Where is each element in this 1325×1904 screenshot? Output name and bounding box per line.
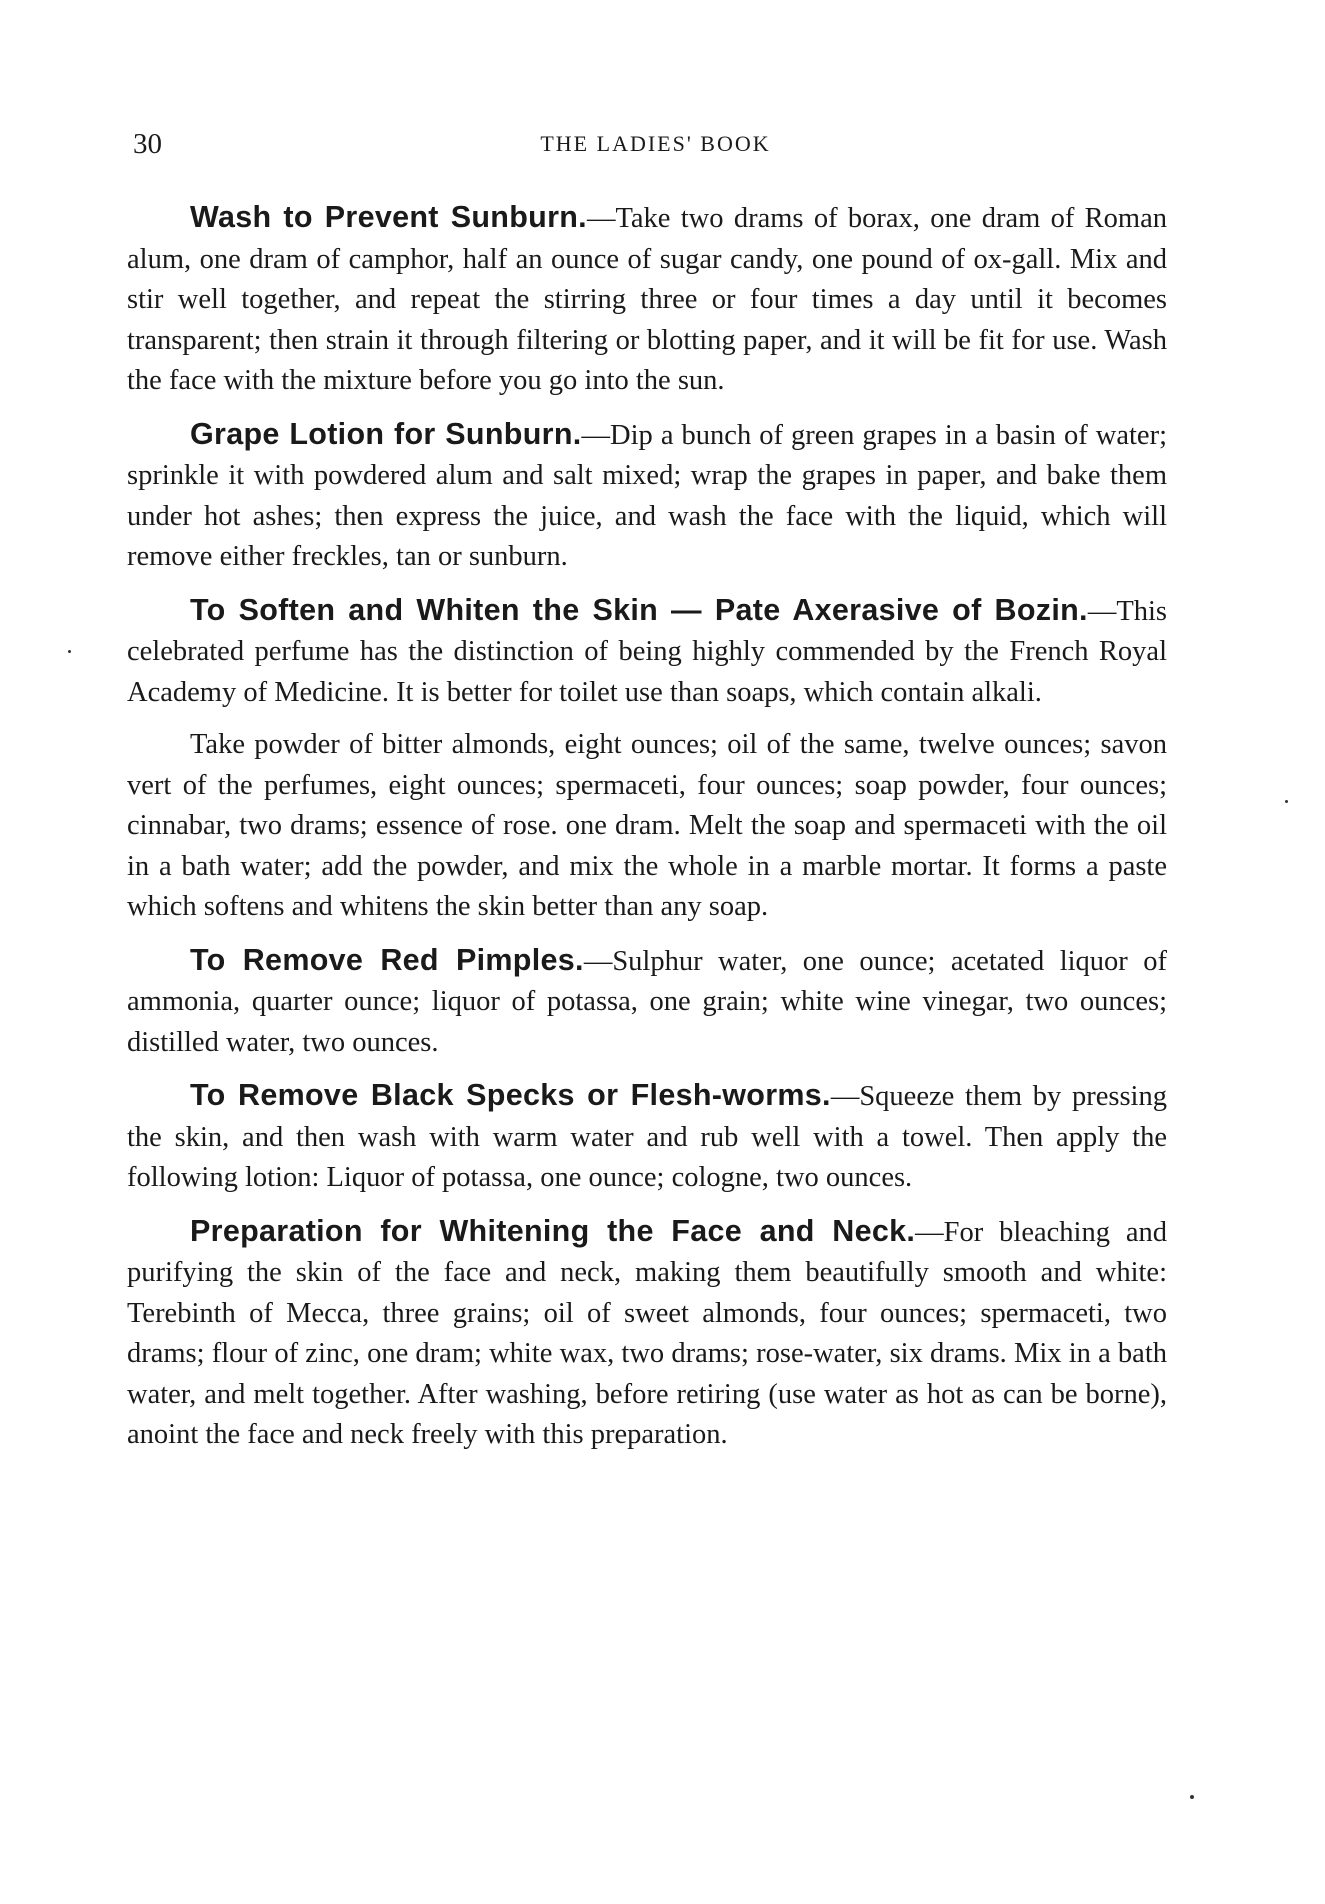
print-speck xyxy=(1190,1795,1194,1799)
recipe-text: —This celebrated perfume has the distinction of being highly commended by the French Royal Academy of Medicine. It is better for toilet use than soaps, which contain alkali. xyxy=(127,595,1167,708)
recipe-grape-lotion xyxy=(127,414,1167,578)
recipe-text: —Dip a bunch of green grapes in a basin of water; sprinkle it with powdered alum and salt mixed; wrap the grapes in paper, and bake them under hot ashes; then express the juice, and wash the face with the liquid, which will remove either freckles, tan or sunburn. xyxy=(127,419,1167,572)
recipe-text: —Sulphur water, one ounce; acetated liquor of ammonia, quarter ounce; liquor of potassa, one grain; white wine vinegar, two ounces; distilled water, two ounces. xyxy=(127,945,1167,1058)
recipe-text: Take powder of bitter almonds, eight ounces; oil of the same, twelve ounces; savon vert of the perfumes, eight ounces; spermaceti, four ounces; soap powder, four ounces; cinnabar, two drams; essence of rose. one dram. Melt the soap and spermaceti with the oil in a bath water; add the powder, and mix the whole in a marble mortar. It forms a paste which softens and whitens the skin better than any soap. xyxy=(127,729,1167,922)
recipe-whitening-face-neck xyxy=(127,1211,1167,1456)
print-speck xyxy=(68,650,71,653)
recipe-heading: Wash to Prevent Sunburn. xyxy=(190,200,587,234)
page-content xyxy=(127,197,1167,1468)
recipe-heading: Preparation for Whitening the Face and Neck. xyxy=(190,1213,916,1248)
recipe-heading: To Remove Black Specks or Flesh-worms. xyxy=(190,1078,831,1112)
recipe-text: —For bleaching and purifying the skin of the face and neck, making them beautifully smooth and white: Terebinth of Mecca, three grains; oil of sweet almonds, four ounces; spermaceti, two drams; flour of zinc, one dram; white wax, two drams; rose-water, six drams. Mix in a bath water, and melt together. After washing, before retiring (use water as hot as can be borne), anoint the face and neck freely with this preparation. xyxy=(127,1216,1167,1450)
recipe-heading: To Remove Red Pimples. xyxy=(190,942,584,977)
print-speck xyxy=(1285,800,1288,803)
recipe-heading: To Soften and Whiten the Skin — Pate Axerasive of Bozin. xyxy=(190,592,1088,627)
running-title: THE LADIES' BOOK xyxy=(540,131,771,156)
page-number: 30 xyxy=(133,128,162,160)
recipe-heading: Grape Lotion for Sunburn. xyxy=(190,416,582,451)
recipe-red-pimples xyxy=(127,940,1167,1064)
recipe-text: —Take two drams of borax, one dram of Roman alum, one dram of camphor, half an ounce of sugar candy, one pound of ox-gall. Mix and stir well together, and repeat the stirring three or four times a day until it becomes transparent; then strain it through filtering or blotting paper, and it will be fit for use. Wash the face with the mixture before you go into the sun. xyxy=(127,203,1167,396)
page-header xyxy=(133,128,1178,168)
recipe-text: —Squeeze them by pressing the skin, and then wash with warm water and rub well with a towel. Then apply the following lotion: Liquor of potassa, one ounce; cologne, two ounces. xyxy=(127,1081,1167,1193)
recipe-black-specks xyxy=(127,1075,1167,1199)
recipe-pate-axerasive-ingredients xyxy=(127,725,1167,928)
recipe-sunburn-wash xyxy=(127,197,1167,402)
recipe-pate-axerasive xyxy=(127,590,1167,714)
